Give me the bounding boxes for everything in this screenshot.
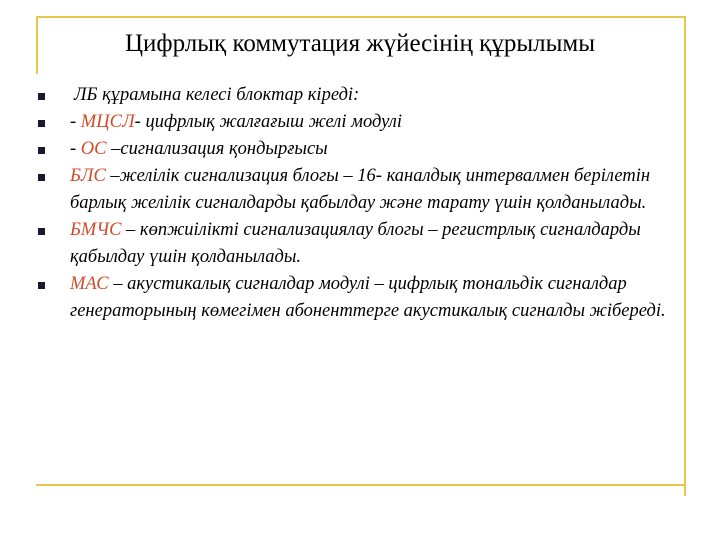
bullet-item-mcsl <box>38 109 668 136</box>
item-description: –сигнализация қондырғысы <box>106 139 328 159</box>
frame-right-line <box>684 16 686 496</box>
item-acronym: МЦСЛ <box>80 112 135 132</box>
bullet-item-bmchs <box>38 217 668 271</box>
bullet-item-intro <box>38 82 668 109</box>
intro-text: ЛБ құрамына келесі блоктар кіреді: <box>74 85 360 105</box>
bullet-list <box>38 82 668 325</box>
frame-left-line <box>36 16 38 74</box>
item-acronym: ОС <box>80 139 107 159</box>
square-bullet-icon <box>38 228 45 235</box>
frame-bottom-line <box>36 484 686 486</box>
frame-top-line <box>36 16 684 18</box>
slide-title: Цифрлық коммутация жүйесінің құрылымы <box>124 30 596 57</box>
item-prefix: - <box>70 112 81 132</box>
square-bullet-icon <box>38 174 45 181</box>
square-bullet-icon <box>38 147 45 154</box>
bullet-item-mas <box>38 271 668 325</box>
item-acronym: БМЧС <box>70 220 122 240</box>
item-description: –желілік сигнализация блогы – 16- каналдық интервалмен берілетін барлық желілік сигналдарды қабылдау және тарату үшін қолданылады. <box>70 166 651 213</box>
item-acronym: МАС <box>70 274 109 294</box>
square-bullet-icon <box>38 282 45 289</box>
item-description: – көпжиілікті сигнализациялау блогы – регистрлық сигналдарды қабылдау үшін қолданылады. <box>70 220 641 267</box>
square-bullet-icon <box>38 93 45 100</box>
item-description: - цифрлық жалғағыш желі модулі <box>134 112 402 132</box>
item-prefix: - <box>70 139 81 159</box>
bullet-item-os <box>38 136 668 163</box>
bullet-item-bls <box>38 163 668 217</box>
item-description: – акустикалық сигналдар модулі – цифрлық тональдік сигналдар генераторының көмегімен абоненттерге акустикалық сигналды жібереді. <box>70 274 666 321</box>
square-bullet-icon <box>38 120 45 127</box>
item-acronym: БЛС <box>70 166 106 186</box>
